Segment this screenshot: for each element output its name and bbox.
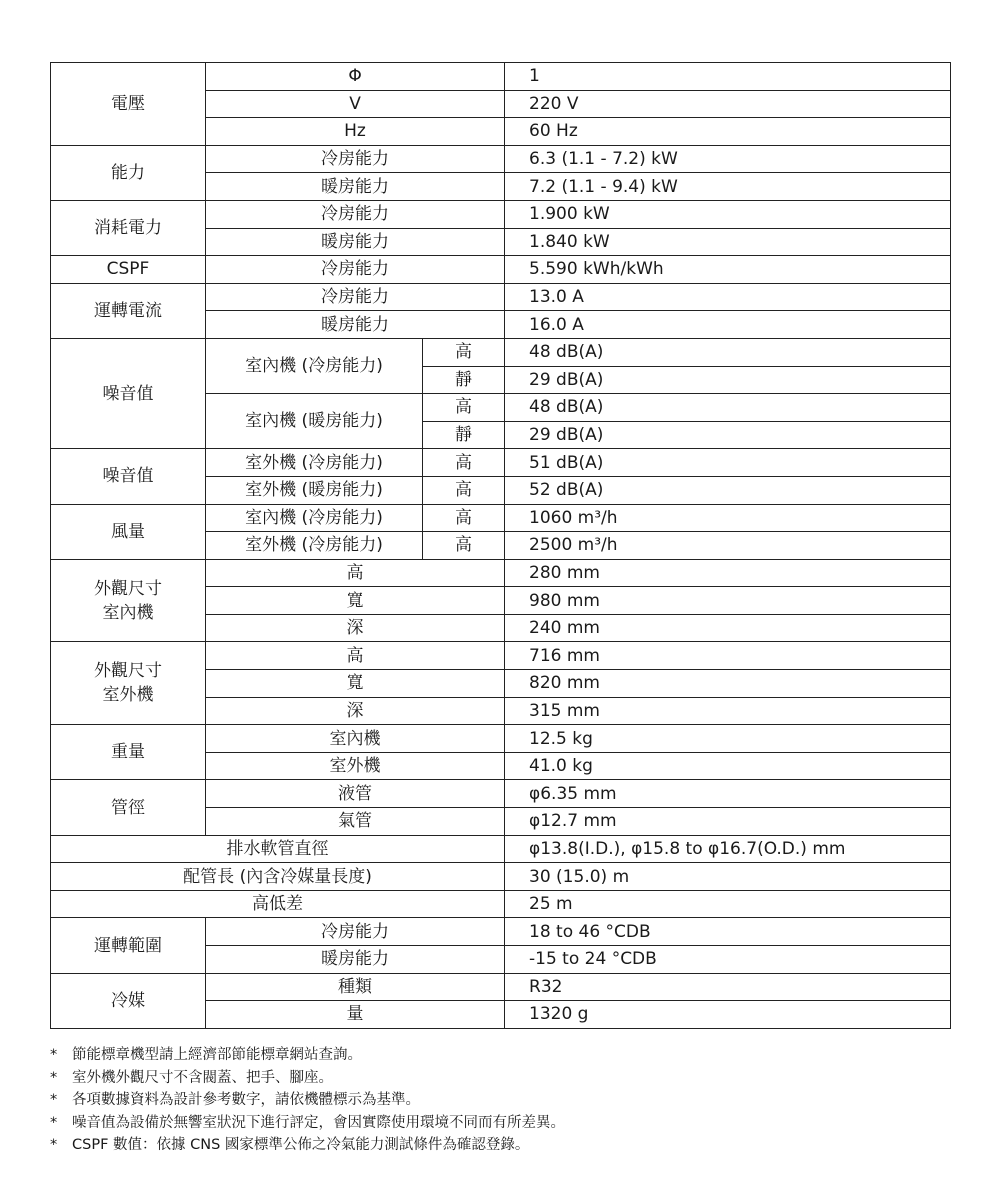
row-label-pipe-length: 配管長 (內含冷媒量長度): [51, 863, 505, 891]
value-phase: 1: [505, 63, 951, 91]
row-label-capacity: 能力: [51, 145, 206, 200]
spec-table: [50, 62, 951, 1029]
footnote-item: [50, 1067, 950, 1090]
level-quiet: 靜: [423, 421, 505, 449]
sub-label-indoor-heating: 室內機 (暖房能力): [206, 394, 423, 449]
value-indoor-depth: 240 mm: [505, 614, 951, 642]
row-label-height-difference: 高低差: [51, 890, 505, 918]
value-refrigerant-type: R32: [505, 973, 951, 1001]
value-refrigerant-amount: 1320 g: [505, 1001, 951, 1029]
sub-label-gas-pipe: 氣管: [206, 808, 505, 836]
value-volt: 220 V: [505, 90, 951, 118]
value-noise-indoor-cool-quiet: 29 dB(A): [505, 366, 951, 394]
row-label-airflow: 風量: [51, 504, 206, 559]
row-label-weight: 重量: [51, 725, 206, 780]
sub-label-width: 寬: [206, 587, 505, 615]
sub-label-cooling: 冷房能力: [206, 145, 505, 173]
value-indoor-width: 980 mm: [505, 587, 951, 615]
value-power-heating: 1.840 kW: [505, 228, 951, 256]
value-airflow-indoor: 1060 m³/h: [505, 504, 951, 532]
table-row: [51, 256, 951, 284]
sub-label-outdoor: 室外機: [206, 752, 505, 780]
sub-label-cooling: 冷房能力: [206, 256, 505, 284]
sub-label-indoor-cooling: 室內機 (冷房能力): [206, 338, 423, 393]
row-label-cspf: CSPF: [51, 256, 206, 284]
row-label-noise-indoor: 噪音值: [51, 338, 206, 448]
row-label-running-current: 運轉電流: [51, 283, 206, 338]
sub-label-phase: Φ: [206, 63, 505, 91]
table-row: [51, 918, 951, 946]
value-current-heating: 16.0 A: [505, 311, 951, 339]
value-outdoor-width: 820 mm: [505, 670, 951, 698]
footnote-text: CSPF 數值：依據 CNS 國家標準公佈之冷氣能力測試條件為確認登錄。: [72, 1137, 530, 1153]
sub-label-type: 種類: [206, 973, 505, 1001]
table-row: [51, 200, 951, 228]
value-pipe-length: 30 (15.0) m: [505, 863, 951, 891]
footnote-item: [50, 1112, 950, 1135]
sub-label-outdoor-cooling: 室外機 (冷房能力): [206, 449, 423, 477]
sub-label-heating: 暖房能力: [206, 311, 505, 339]
footnote-item: [50, 1089, 950, 1112]
level-high: 高: [423, 532, 505, 560]
value-weight-indoor: 12.5 kg: [505, 725, 951, 753]
value-liquid-pipe: φ6.35 mm: [505, 780, 951, 808]
value-indoor-height: 280 mm: [505, 559, 951, 587]
value-outdoor-height: 716 mm: [505, 642, 951, 670]
row-label-noise-outdoor: 噪音值: [51, 449, 206, 504]
sub-label-outdoor-heating: 室外機 (暖房能力): [206, 476, 423, 504]
table-row: [51, 725, 951, 753]
sub-label-volt: V: [206, 90, 505, 118]
table-row: [51, 145, 951, 173]
level-high: 高: [423, 449, 505, 477]
sub-label-freq: Hz: [206, 118, 505, 146]
sub-label-heating: 暖房能力: [206, 946, 505, 974]
value-capacity-cooling: 6.3 (1.1 - 7.2) kW: [505, 145, 951, 173]
sub-label-width: 寬: [206, 670, 505, 698]
level-high: 高: [423, 476, 505, 504]
sub-label-indoor: 室內機: [206, 725, 505, 753]
table-row: [51, 642, 951, 670]
value-capacity-heating: 7.2 (1.1 - 9.4) kW: [505, 173, 951, 201]
table-row: [51, 63, 951, 91]
footnote-marker: *: [50, 1137, 58, 1153]
table-row: [51, 559, 951, 587]
table-row: [51, 504, 951, 532]
footnote-marker: *: [50, 1092, 58, 1108]
table-row: [51, 890, 951, 918]
dimensions-outdoor-label-line1: 外觀尺寸: [94, 661, 162, 682]
row-label-dimensions-outdoor: [51, 642, 206, 725]
table-row: [51, 338, 951, 366]
value-current-cooling: 13.0 A: [505, 283, 951, 311]
sub-label-cooling: 冷房能力: [206, 918, 505, 946]
table-row: [51, 283, 951, 311]
sub-label-cooling: 冷房能力: [206, 200, 505, 228]
value-height-difference: 25 m: [505, 890, 951, 918]
value-noise-indoor-heat-high: 48 dB(A): [505, 394, 951, 422]
row-label-voltage: 電壓: [51, 63, 206, 146]
dimensions-indoor-label-line2: 室內機: [102, 602, 154, 623]
level-quiet: 靜: [423, 366, 505, 394]
footnote-text: 各項數據資料為設計參考數字，請依機體標示為基準。: [72, 1092, 420, 1108]
sub-label-cooling: 冷房能力: [206, 283, 505, 311]
row-label-drain-hose: 排水軟管直徑: [51, 835, 505, 863]
footnote-text: 噪音值為設備於無響室狀況下進行評定，會因實際使用環境不同而有所差異。: [72, 1114, 565, 1131]
table-row: [51, 449, 951, 477]
value-noise-outdoor-heat: 52 dB(A): [505, 476, 951, 504]
sub-label-heating: 暖房能力: [206, 173, 505, 201]
row-label-refrigerant: 冷媒: [51, 973, 206, 1028]
row-label-operating-range: 運轉範圍: [51, 918, 206, 973]
value-outdoor-depth: 315 mm: [505, 697, 951, 725]
value-noise-outdoor-cool: 51 dB(A): [505, 449, 951, 477]
row-label-power-consumption: 消耗電力: [51, 200, 206, 255]
value-freq: 60 Hz: [505, 118, 951, 146]
value-range-heating: -15 to 24 °CDB: [505, 946, 951, 974]
row-label-dimensions-indoor: [51, 559, 206, 642]
footnote-marker: *: [50, 1069, 58, 1086]
level-high: 高: [423, 394, 505, 422]
value-weight-outdoor: 41.0 kg: [505, 752, 951, 780]
sub-label-liquid-pipe: 液管: [206, 780, 505, 808]
footnote-item: [50, 1134, 950, 1157]
value-noise-indoor-heat-quiet: 29 dB(A): [505, 421, 951, 449]
footnote-text: 室外機外觀尺寸不含閥蓋、把手、腳座。: [72, 1069, 333, 1086]
footnote-item: [50, 1044, 950, 1067]
level-high: 高: [423, 504, 505, 532]
footnote-marker: *: [50, 1047, 58, 1063]
value-noise-indoor-cool-high: 48 dB(A): [505, 338, 951, 366]
sub-label-depth: 深: [206, 697, 505, 725]
value-power-cooling: 1.900 kW: [505, 200, 951, 228]
sub-label-indoor-cooling: 室內機 (冷房能力): [206, 504, 423, 532]
sub-label-outdoor-cooling: 室外機 (冷房能力): [206, 532, 423, 560]
sub-label-amount: 量: [206, 1001, 505, 1029]
table-row: [51, 780, 951, 808]
sub-label-height: 高: [206, 642, 505, 670]
value-cspf: 5.590 kWh/kWh: [505, 256, 951, 284]
footnote-marker: *: [50, 1114, 58, 1131]
footnote-text: 節能標章機型請上經濟部節能標章網站查詢。: [72, 1047, 362, 1063]
sub-label-heating: 暖房能力: [206, 228, 505, 256]
value-gas-pipe: φ12.7 mm: [505, 808, 951, 836]
table-row: [51, 835, 951, 863]
value-range-cooling: 18 to 46 °CDB: [505, 918, 951, 946]
row-label-pipe-diameter: 管徑: [51, 780, 206, 835]
table-row: [51, 973, 951, 1001]
value-drain-hose: φ13.8(I.D.), φ15.8 to φ16.7(O.D.) mm: [505, 835, 951, 863]
sub-label-depth: 深: [206, 614, 505, 642]
value-airflow-outdoor: 2500 m³/h: [505, 532, 951, 560]
sub-label-height: 高: [206, 559, 505, 587]
dimensions-outdoor-label-line2: 室外機: [102, 685, 154, 706]
level-high: 高: [423, 338, 505, 366]
footnotes: [50, 1044, 950, 1157]
table-row: [51, 863, 951, 891]
dimensions-indoor-label-line1: 外觀尺寸: [94, 578, 162, 599]
